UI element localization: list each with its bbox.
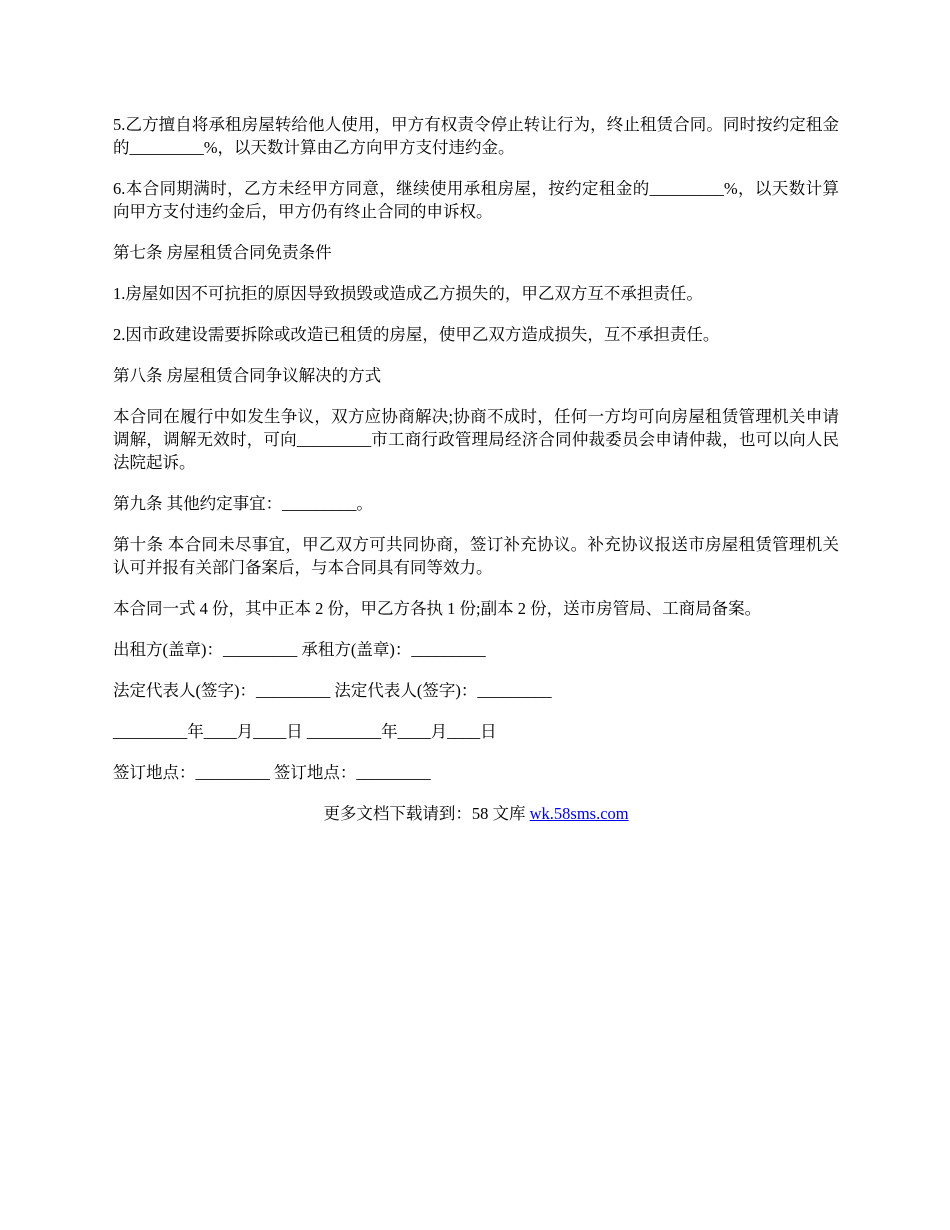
footer-prefix: 更多文档下载请到：58 文库 [323, 804, 530, 823]
seal-line: 出租方(盖章)：_________ 承租方(盖章)：_________ [113, 640, 486, 659]
signing-location-line: 签订地点：_________ 签订地点：_________ [113, 763, 431, 782]
clause-5-sublet-penalty: 5.乙方擅自将承租房屋转给他人使用，甲方有权责令停止转让行为，终止租赁合同。同时按约定租金的_________%，以天数计算由乙方向甲方支付违约金。 [113, 115, 839, 157]
article-7-item-2: 2.因市政建设需要拆除或改造已租赁的房屋，使甲乙双方造成损失，互不承担责任。 [113, 325, 720, 344]
footer [113, 802, 839, 825]
article-7-heading: 第七条 房屋租赁合同免责条件 [113, 243, 332, 262]
representative-signature-line: 法定代表人(签字)：_________ 法定代表人(签字)：_________ [113, 681, 552, 700]
footer-link[interactable]: wk.58sms.com [529, 804, 629, 823]
clause-6-overdue-penalty: 6.本合同期满时，乙方未经甲方同意，继续使用承租房屋，按约定租金的_________%，以天数计算向甲方支付违约金后，甲方仍有终止合同的申诉权。 [113, 179, 839, 221]
copies-clause: 本合同一式 4 份，其中正本 2 份，甲乙方各执 1 份;副本 2 份，送市房管局、工商局备案。 [113, 599, 762, 618]
document-page [113, 113, 839, 825]
article-8-heading: 第八条 房屋租赁合同争议解决的方式 [113, 366, 382, 385]
article-9: 第九条 其他约定事宜：_________。 [113, 494, 373, 513]
date-line: _________年____月____日 _________年____月____日 [113, 722, 497, 741]
article-7-item-1: 1.房屋如因不可抗拒的原因导致损毁或造成乙方损失的，甲乙双方互不承担责任。 [113, 284, 703, 303]
article-8-body: 本合同在履行中如发生争议，双方应协商解决;协商不成时，任何一方均可向房屋租赁管理机关申请调解，调解无效时，可向_________市工商行政管理局经济合同仲裁委员会申请仲裁，也可以向人民法院起诉。 [113, 407, 839, 472]
article-10: 第十条 本合同未尽事宜，甲乙双方可共同协商，签订补充协议。补充协议报送市房屋租赁管理机关认可并报有关部门备案后，与本合同具有同等效力。 [113, 535, 839, 577]
